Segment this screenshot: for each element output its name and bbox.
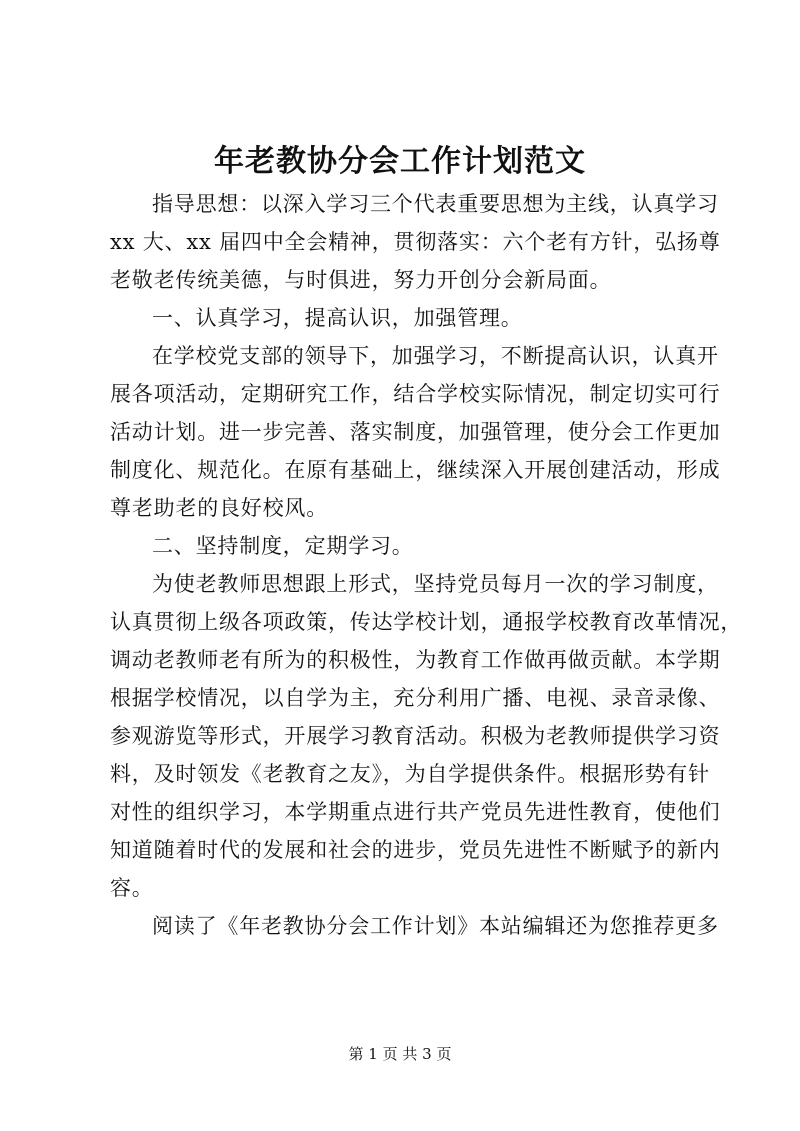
text-line: 制度化、规范化。在原有基础上，继续深入开展创建活动，形成 [110,458,721,482]
text-line: 参观游览等形式，开展学习教育活动。积极为老教师提供学习资 [110,724,721,748]
text-line: 阅读了《年老教协分会工作计划》本站编辑还为您推荐更多 [152,914,719,938]
section-heading: 二、坚持制度，定期学习。 [152,534,414,558]
text-line: 调动老教师老有所为的积极性，为教育工作做再做贡献。本学期 [110,648,721,672]
text-line: 尊老助老的良好校风。 [110,496,328,520]
page-title: 年老教协分会工作计划范文 [214,144,586,179]
text-line: 对性的组织学习，本学期重点进行共产党员先进性教育，使他们 [110,800,721,824]
text-line: 知道随着时代的发展和社会的进步，党员先进性不断赋予的新内 [110,838,721,862]
text-line: 容。 [110,876,154,900]
section-heading: 一、认真学习，提高认识，加强管理。 [152,306,523,330]
document-body [110,185,743,945]
text-line: 认真贯彻上级各项政策，传达学校计划，通报学校教育改革情况， [110,610,743,634]
page-number-footer: 第 1 页 共 3 页 [348,1045,452,1063]
text-line: 活动计划。进一步完善、落实制度，加强管理，使分会工作更加 [110,420,721,444]
text-line: 展各项活动，定期研究工作，结合学校实际情况，制定切实可行 [110,382,721,406]
text-line: 料，及时领发《老教育之友》，为自学提供条件。根据形势有针 [110,762,710,786]
text-line: 在学校党支部的领导下，加强学习，不断提高认识，认真开 [152,344,719,368]
text-line: 为使老教师思想跟上形式，坚持党员每月一次的学习制度， [152,572,719,596]
text-line: 老敬老传统美德，与时俱进，努力开创分会新局面。 [110,268,612,292]
text-line: xx 大、xx 届四中全会精神，贯彻落实：六个老有方针，弘扬尊 [110,230,721,254]
text-line: 指导思想：以深入学习三个代表重要思想为主线，认真学习 [152,192,719,216]
text-line: 根据学校情况，以自学为主，充分利用广播、电视、录音录像、 [110,686,721,710]
